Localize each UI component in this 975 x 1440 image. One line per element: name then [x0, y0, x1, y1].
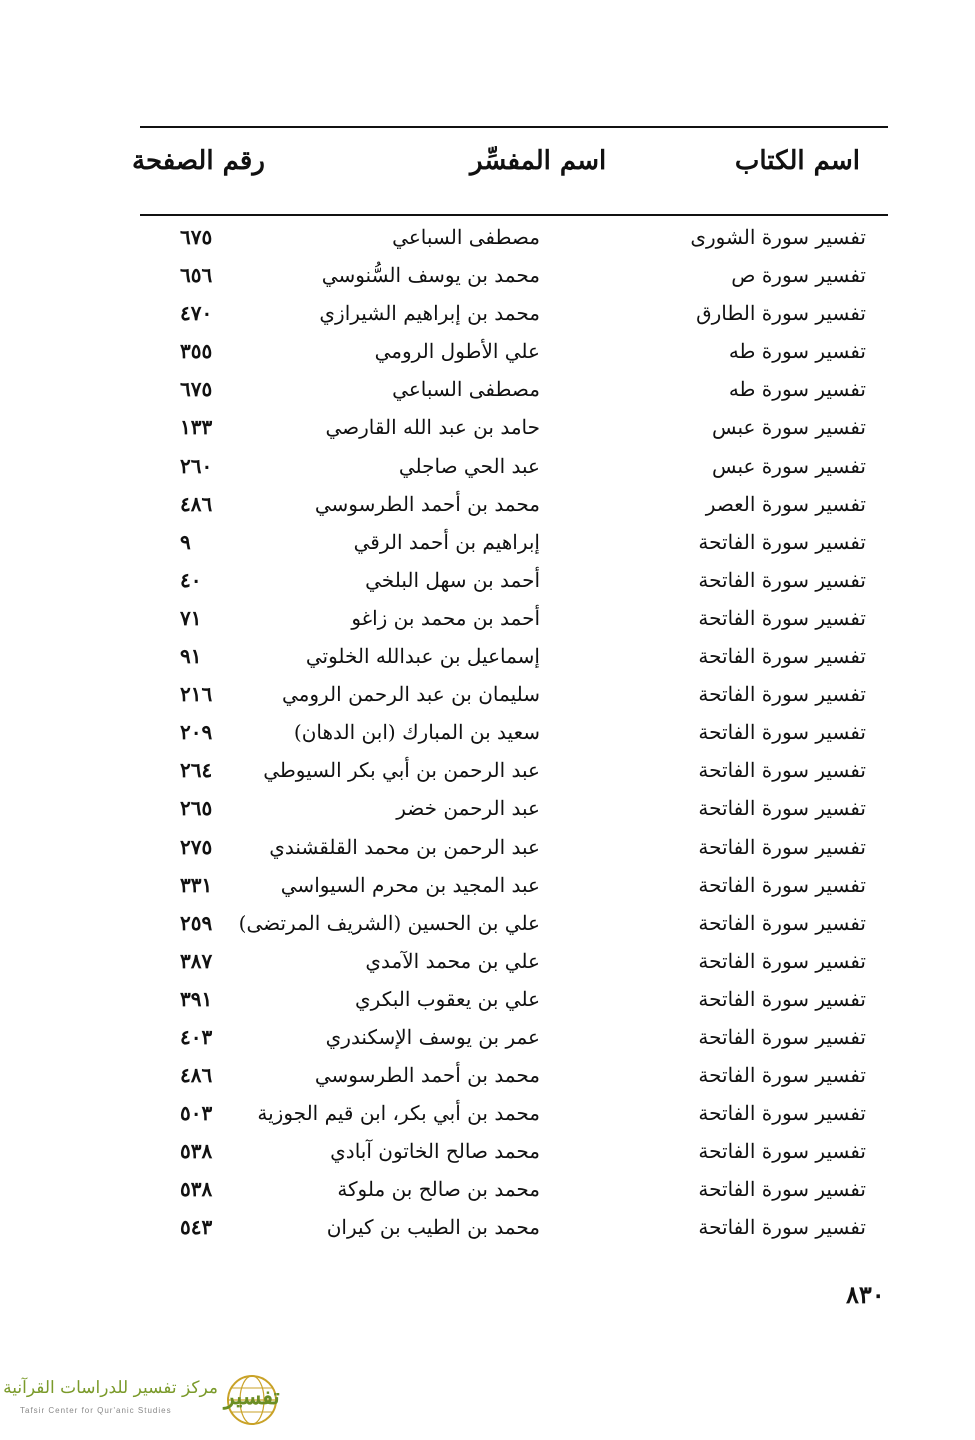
- book-name-cell: تفسير سورة الفاتحة: [698, 644, 866, 669]
- table-row: [140, 717, 888, 755]
- logo-english-text: Tafsir Center for Qur'anic Studies: [20, 1406, 172, 1415]
- author-name-cell: عبد الرحمن بن أبي بكر السيوطي: [263, 758, 540, 783]
- book-name-cell: تفسير سورة الفاتحة: [698, 986, 866, 1011]
- table-row: [140, 603, 888, 641]
- table-row: [140, 336, 888, 374]
- table-row: [140, 489, 888, 527]
- page-number-cell: ٢٥٩: [180, 910, 213, 935]
- book-name-cell: تفسير سورة عبس: [711, 415, 866, 440]
- page-number-cell: ٤٠: [180, 567, 202, 592]
- author-name-cell: إسماعيل بن عبدالله الخلوتي: [305, 644, 540, 669]
- author-name-cell: أحمد بن محمد بن زاغو: [351, 605, 540, 630]
- table-row: [140, 1174, 888, 1212]
- page-number-cell: ٢٠٩: [180, 720, 213, 745]
- table-row: [140, 793, 888, 831]
- author-name-cell: عبد الرحمن بن محمد القلقشندي: [269, 834, 540, 859]
- page-number-cell: ٦٧٥: [180, 377, 213, 402]
- page-number-cell: ٤٨٦: [180, 1063, 213, 1088]
- table-row: [140, 374, 888, 412]
- book-name-cell: تفسير سورة الفاتحة: [698, 567, 866, 592]
- book-name-cell: تفسير سورة الطارق: [696, 301, 866, 326]
- table-row: [140, 1212, 888, 1250]
- table-row: [140, 1022, 888, 1060]
- table-row: [140, 1136, 888, 1174]
- tafsir-center-logo: [3, 1372, 288, 1428]
- page-number-cell: ٢١٦: [180, 682, 213, 707]
- page-number-cell: ٢٧٥: [180, 834, 213, 859]
- book-name-column-header: اسم الكتاب: [734, 146, 860, 176]
- page-number-cell: ٥٣٨: [180, 1139, 213, 1164]
- book-name-cell: تفسير سورة الفاتحة: [698, 1177, 866, 1202]
- author-name-cell: مصطفى السباعي: [392, 377, 540, 402]
- page-number-cell: ٣٩١: [180, 986, 213, 1011]
- page-number-cell: ٤٠٣: [180, 1024, 213, 1049]
- author-name-cell: علي بن محمد الآمدي: [365, 948, 540, 973]
- logo-word: تفسير: [224, 1384, 280, 1410]
- author-name-column-header: اسم المفسِّر: [470, 146, 607, 176]
- author-name-cell: عمر بن يوسف الإسكندري: [325, 1024, 540, 1049]
- book-name-cell: تفسير سورة ص: [731, 263, 866, 288]
- index-table-body: [140, 222, 888, 1251]
- book-name-cell: تفسير سورة الفاتحة: [698, 529, 866, 554]
- table-row: [140, 222, 888, 260]
- author-name-cell: إبراهيم بن أحمد الرقي: [353, 529, 540, 554]
- table-row: [140, 832, 888, 870]
- page-number-cell: ٢٦٠: [180, 453, 213, 478]
- page-number-cell: ٤٧٠: [180, 301, 213, 326]
- page-number-cell: ٥٠٣: [180, 1101, 213, 1126]
- table-row: [140, 451, 888, 489]
- page-number-cell: ٤٨٦: [180, 491, 213, 516]
- table-row: [140, 527, 888, 565]
- page-number-cell: ٩: [180, 529, 191, 554]
- book-name-cell: تفسير سورة الفاتحة: [698, 1215, 866, 1240]
- table-row: [140, 755, 888, 793]
- book-name-cell: تفسير سورة الفاتحة: [698, 605, 866, 630]
- book-name-cell: تفسير سورة الفاتحة: [698, 796, 866, 821]
- page-number-cell: ٣٣١: [180, 872, 213, 897]
- book-name-cell: تفسير سورة الفاتحة: [698, 1101, 866, 1126]
- table-row: [140, 565, 888, 603]
- page-number-column-header: رقم الصفحة: [132, 146, 265, 176]
- table-row: [140, 984, 888, 1022]
- book-name-cell: تفسير سورة الفاتحة: [698, 1139, 866, 1164]
- author-name-cell: سليمان بن عبد الرحمن الرومي: [281, 682, 540, 707]
- page-number-cell: ٩١: [180, 644, 202, 669]
- table-row: [140, 946, 888, 984]
- page-number-cell: ٥٤٣: [180, 1215, 213, 1240]
- book-name-cell: تفسير سورة العصر: [705, 491, 866, 516]
- page-number-cell: ٥٣٨: [180, 1177, 213, 1202]
- table-row: [140, 1098, 888, 1136]
- book-name-cell: تفسير سورة الفاتحة: [698, 910, 866, 935]
- book-name-cell: تفسير سورة طه: [728, 377, 866, 402]
- table-row: [140, 641, 888, 679]
- author-name-cell: سعيد بن المبارك (ابن الدهان): [293, 720, 540, 745]
- table-row: [140, 298, 888, 336]
- table-header: [132, 126, 888, 216]
- author-name-cell: محمد بن الطيب بن كيران: [326, 1215, 540, 1240]
- book-name-cell: تفسير سورة عبس: [711, 453, 866, 478]
- author-name-cell: علي بن يعقوب البكري: [355, 986, 540, 1011]
- author-name-cell: حامد بن عبد الله القارصي: [325, 415, 540, 440]
- page-number-cell: ٣٨٧: [180, 948, 213, 973]
- author-name-cell: محمد بن أحمد الطرسوسي: [314, 1063, 540, 1088]
- book-name-cell: تفسير سورة الفاتحة: [698, 834, 866, 859]
- author-name-cell: محمد بن أحمد الطرسوسي: [314, 491, 540, 516]
- page-number-cell: ٦٧٥: [180, 225, 213, 249]
- author-name-cell: عبد الرحمن خضر: [396, 796, 540, 821]
- book-name-cell: تفسير سورة الفاتحة: [698, 872, 866, 897]
- logo-arabic-text: مركز تفسير للدراسات القرآنية: [3, 1378, 218, 1398]
- author-name-cell: محمد بن صالح بن ملوكة: [337, 1177, 540, 1202]
- author-name-cell: محمد صالح الخاتون آبادي: [330, 1139, 540, 1164]
- book-name-cell: تفسير سورة الفاتحة: [698, 1063, 866, 1088]
- book-name-cell: تفسير سورة طه: [728, 339, 866, 364]
- page-number: ٨٣٠: [846, 1280, 885, 1309]
- table-row: [140, 908, 888, 946]
- author-name-cell: محمد بن إبراهيم الشيرازي: [319, 301, 540, 326]
- author-name-cell: علي بن الحسين (الشريف المرتضى): [238, 910, 540, 935]
- table-row: [140, 412, 888, 450]
- book-name-cell: تفسير سورة الفاتحة: [698, 1024, 866, 1049]
- page-number-cell: ١٣٣: [180, 415, 213, 440]
- book-name-cell: تفسير سورة الفاتحة: [698, 682, 866, 707]
- table-row: [140, 1060, 888, 1098]
- page-number-cell: ٦٥٦: [180, 263, 213, 288]
- author-name-cell: عبد المجيد بن محرم السيواسي: [280, 872, 540, 897]
- author-name-cell: علي الأطول الرومي: [374, 339, 540, 364]
- table-row: [140, 870, 888, 908]
- page-number-cell: ٣٥٥: [180, 339, 213, 364]
- book-name-cell: تفسير سورة الفاتحة: [698, 758, 866, 783]
- book-name-cell: تفسير سورة الفاتحة: [698, 720, 866, 745]
- page-number-cell: ٢٦٥: [180, 796, 213, 821]
- table-row: [140, 260, 888, 298]
- author-name-cell: مصطفى السباعي: [392, 225, 540, 249]
- book-name-cell: تفسير سورة الشورى: [690, 225, 866, 249]
- author-name-cell: محمد بن أبي بكر، ابن قيم الجوزية: [257, 1101, 540, 1126]
- author-name-cell: محمد بن يوسف السُّنوسي: [321, 263, 540, 288]
- table-row: [140, 679, 888, 717]
- page-number-cell: ٧١: [180, 605, 202, 630]
- book-name-cell: تفسير سورة الفاتحة: [698, 948, 866, 973]
- author-name-cell: عبد الحي صاجلي: [398, 453, 540, 478]
- page-number-cell: ٢٦٤: [180, 758, 213, 783]
- author-name-cell: أحمد بن سهل البلخي: [365, 567, 540, 592]
